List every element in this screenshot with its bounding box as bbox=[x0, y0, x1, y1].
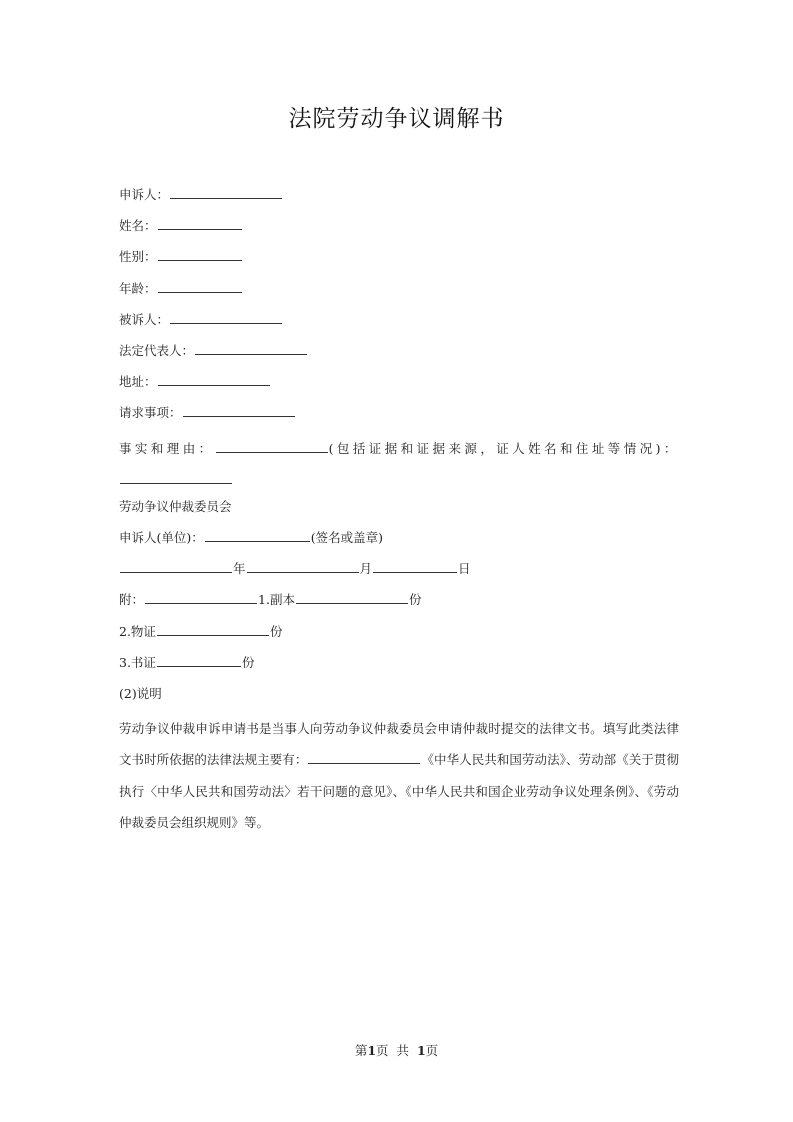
item2-unit: 份 bbox=[269, 623, 283, 639]
respondent-field bbox=[119, 308, 679, 339]
respondent-label: 被诉人： bbox=[119, 311, 170, 327]
request-blank bbox=[183, 401, 295, 417]
footer-middle: 页 共 bbox=[376, 1043, 417, 1058]
committee-line: 劳动争议仲裁委员会 bbox=[119, 498, 232, 514]
signature-note: (签名或盖章) bbox=[310, 530, 384, 546]
facts-blank bbox=[216, 437, 328, 453]
item2-blank bbox=[157, 620, 269, 636]
facts-blank-2 bbox=[120, 468, 232, 484]
facts-field bbox=[119, 433, 679, 495]
signature-blank bbox=[205, 526, 310, 542]
attach-item3-field bbox=[119, 651, 679, 682]
request-field bbox=[119, 401, 679, 432]
age-field bbox=[119, 277, 679, 308]
year-blank bbox=[120, 557, 232, 573]
address-field bbox=[119, 370, 679, 401]
legal-rep-label: 法定代表人： bbox=[119, 342, 195, 358]
legal-rep-field bbox=[119, 339, 679, 370]
attach-item3-label: 3.书证 bbox=[119, 654, 156, 670]
signature-label: 申诉人(单位)： bbox=[119, 530, 204, 546]
age-label: 年龄： bbox=[119, 280, 157, 296]
document-title: 法院劳动争议调解书 bbox=[288, 106, 505, 132]
attach-item2-field bbox=[119, 620, 679, 651]
item3-blank bbox=[157, 651, 241, 667]
signature-field bbox=[119, 526, 679, 557]
request-label: 请求事项： bbox=[119, 405, 182, 421]
address-blank bbox=[158, 370, 270, 386]
complainant-blank bbox=[170, 183, 282, 199]
attach-field bbox=[119, 588, 679, 619]
month-label: 月 bbox=[359, 561, 373, 577]
name-blank bbox=[158, 214, 242, 230]
footer-total-pages: 1 bbox=[416, 1043, 426, 1058]
address-label: 地址： bbox=[119, 374, 157, 390]
day-blank bbox=[373, 557, 457, 573]
name-label: 姓名： bbox=[119, 218, 157, 234]
explain-heading: (2)说明 bbox=[119, 686, 162, 702]
month-blank bbox=[247, 557, 359, 573]
explain-text-2: 《中华人民共和国劳动法》、劳动部《关于贯彻执行〈中华人民共和国劳动法〉若干问题的意见》、《中华人民共和国企业劳动争议处理条例》、《劳动仲裁委员会组织规则》等。 bbox=[119, 752, 679, 830]
complainant-label: 申诉人： bbox=[119, 187, 170, 202]
facts-note: (包括证据和证据来源，证人姓名和住址等情况)： bbox=[328, 440, 679, 456]
attach-item1-label: 1.副本 bbox=[258, 592, 295, 608]
explain-paragraph bbox=[119, 713, 679, 838]
attach-item2-label: 2.物证 bbox=[119, 623, 156, 639]
facts-label: 事实和理由： bbox=[119, 440, 215, 456]
document-body bbox=[119, 183, 679, 838]
item3-unit: 份 bbox=[241, 654, 255, 670]
gender-field bbox=[119, 245, 679, 276]
day-label: 日 bbox=[458, 561, 471, 577]
complainant-field bbox=[119, 183, 679, 214]
age-blank bbox=[158, 277, 242, 293]
item1-blank bbox=[296, 588, 408, 604]
item1-unit: 份 bbox=[408, 592, 422, 608]
respondent-blank bbox=[170, 308, 282, 324]
footer-page-number: 1 bbox=[367, 1043, 377, 1058]
attach-label: 附： bbox=[119, 592, 145, 608]
page-footer bbox=[0, 1041, 793, 1059]
name-field bbox=[119, 214, 679, 245]
footer-prefix: 第 bbox=[354, 1043, 368, 1058]
attach-blank bbox=[145, 588, 257, 604]
explain-text-1: 劳动争议仲裁申诉申请书是当事人向劳动争议仲裁委员会申请仲裁时提交的法律文书。填写此类法律文书时所依据的法律法规主要有： bbox=[119, 721, 679, 768]
year-label: 年 bbox=[233, 561, 246, 577]
gender-blank bbox=[158, 245, 242, 261]
footer-suffix: 页 bbox=[425, 1043, 439, 1058]
explain-blank bbox=[308, 748, 420, 764]
date-field bbox=[119, 557, 679, 588]
gender-label: 性别： bbox=[119, 249, 157, 265]
legal-rep-blank bbox=[195, 339, 307, 355]
